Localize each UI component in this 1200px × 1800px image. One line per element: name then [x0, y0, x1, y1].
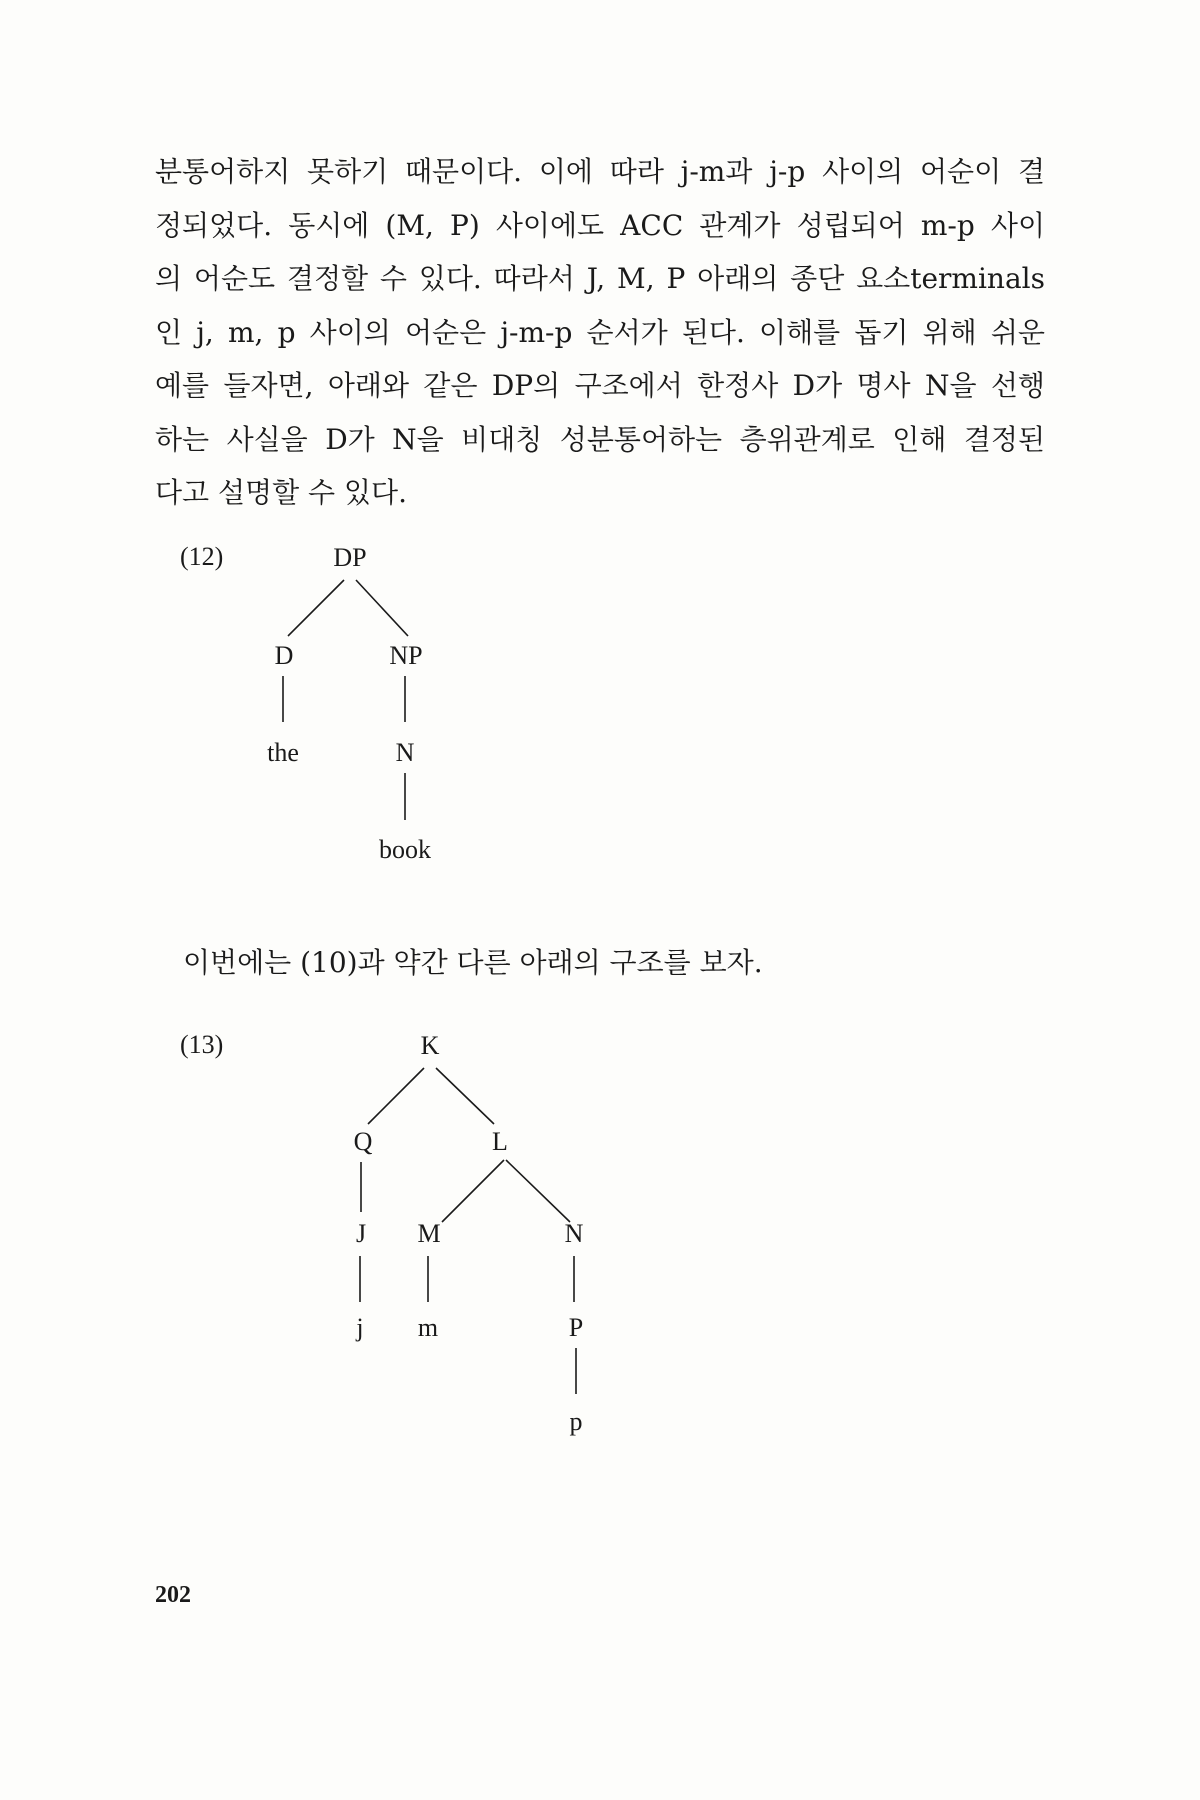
paragraph-line: 정되었다. 동시에 (M, P) 사이에도 ACC 관계가 성립되어 m-p 사이 — [155, 208, 1045, 242]
leaf-j: j — [356, 1313, 364, 1342]
node-dp: DP — [333, 543, 367, 572]
page-number: 202 — [155, 1582, 191, 1608]
node-np: NP — [389, 641, 423, 670]
node-j-upper: J — [355, 1219, 367, 1248]
node-k: K — [420, 1031, 440, 1060]
paragraph-line: 의 어순도 결정할 수 있다. 따라서 J, M, P 아래의 종단 요소terminals — [155, 262, 1045, 295]
branch-l-m — [442, 1160, 504, 1222]
node-m-upper: M — [417, 1219, 441, 1248]
leaf-book: book — [379, 835, 431, 864]
branch-l-n — [506, 1160, 570, 1222]
node-l: L — [492, 1127, 508, 1156]
paragraph-line: 분통어하지 못하기 때문이다. 이에 따라 j-m과 j-p 사이의 어순이 결 — [155, 155, 1045, 188]
branch-k-q — [368, 1068, 424, 1124]
node-p-upper: P — [568, 1313, 584, 1342]
node-n: N — [564, 1219, 584, 1248]
node-q: Q — [353, 1127, 373, 1156]
node-d: D — [274, 641, 294, 670]
leaf-p: p — [569, 1407, 583, 1436]
node-n: N — [395, 738, 415, 767]
paragraph-line: 인 j, m, p 사이의 어순은 j-m-p 순서가 된다. 이해를 돕기 위해 쉬운 — [155, 315, 1045, 349]
lead-sentence: 이번에는 (10)과 약간 다른 아래의 구조를 보자. — [183, 946, 763, 979]
example-number-13: (13) — [180, 1030, 224, 1059]
example-number-12: (12) — [180, 542, 224, 571]
leaf-the: the — [267, 738, 299, 767]
paragraph-line: 다고 설명할 수 있다. — [155, 476, 407, 509]
leaf-m: m — [417, 1313, 439, 1342]
paragraph-line: 하는 사실을 D가 N을 비대칭 성분통어하는 층위관계로 인해 결정된 — [155, 422, 1045, 456]
paragraph-line: 예를 들자면, 아래와 같은 DP의 구조에서 한정사 D가 명사 N을 선행 — [155, 369, 1045, 402]
branch-k-l — [436, 1068, 494, 1124]
